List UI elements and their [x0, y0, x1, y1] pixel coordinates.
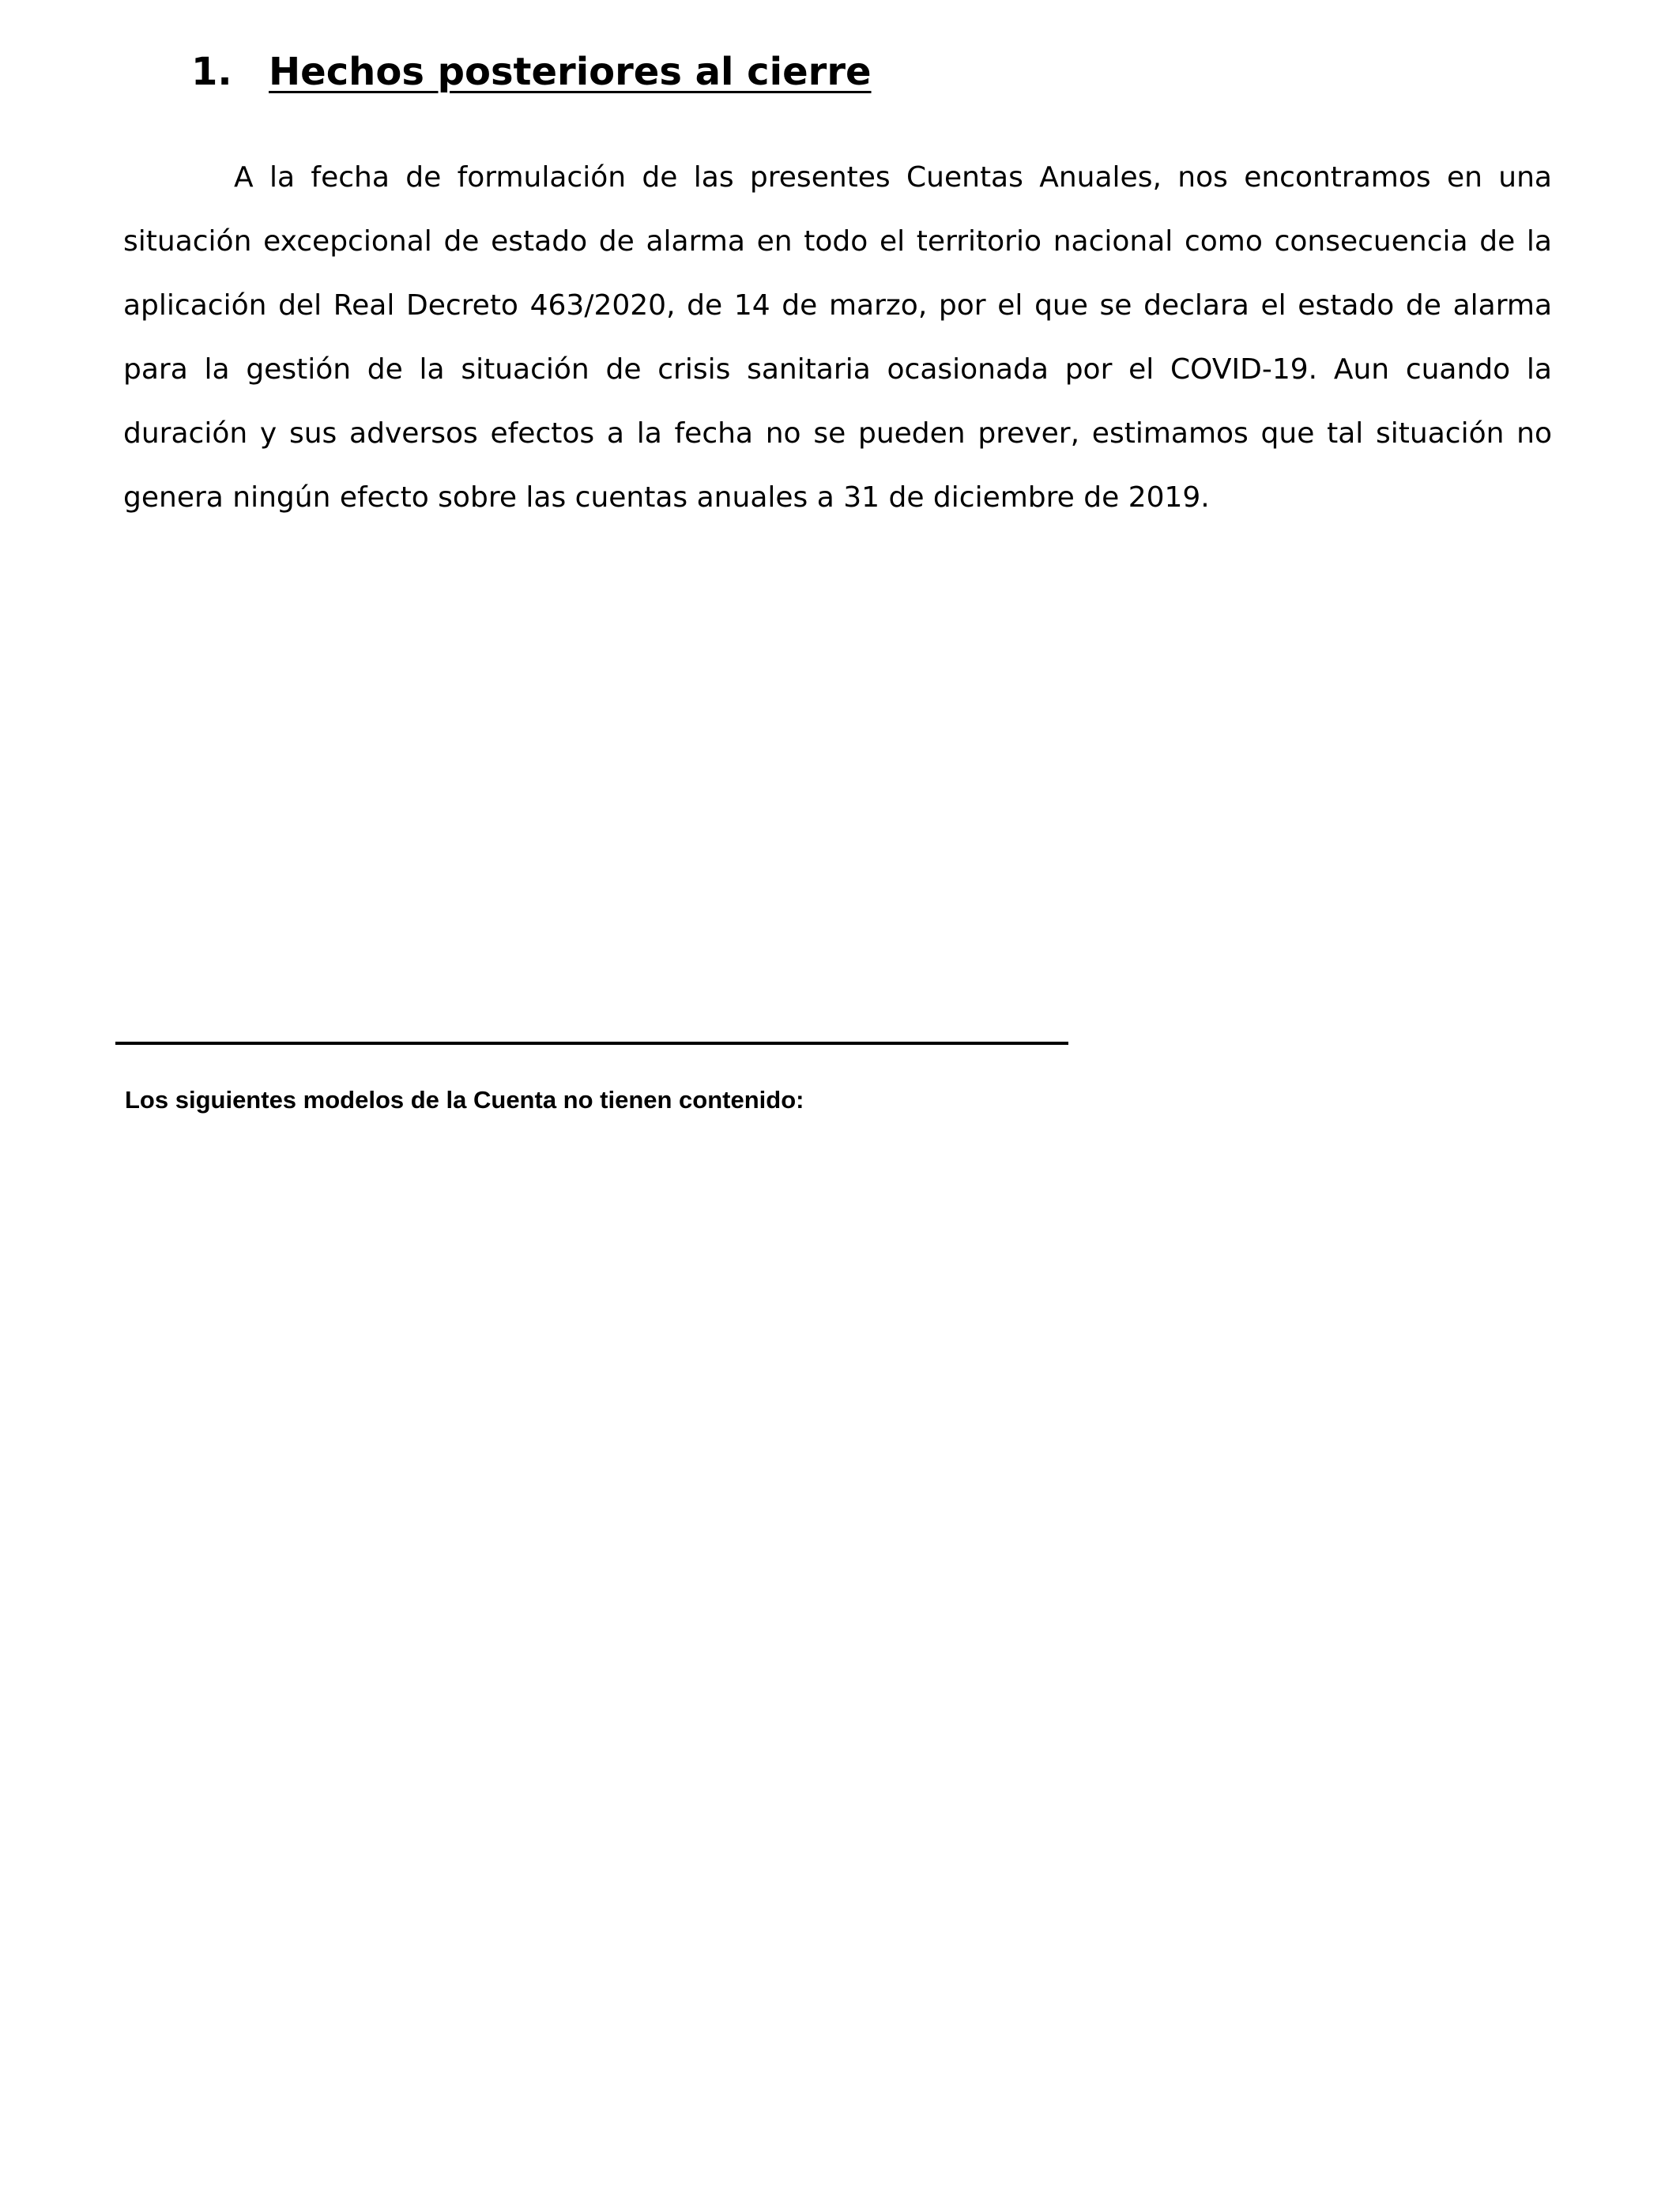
section-heading: [191, 44, 872, 100]
section-title: Hechos posteriores al cierre: [269, 50, 872, 94]
footnote-text: Los siguientes modelos de la Cuenta no tienen contenido:: [125, 1086, 804, 1114]
section-number: 1.: [191, 50, 232, 94]
body-paragraph: A la fecha de formulación de las presentes Cuentas Anuales, nos encontramos en una situación excepcional de estado de alarma en todo el territorio nacional como consecuencia de la aplicación del Real Decreto 463/2020, de 14 de marzo, por el que se declara el estado de alarma para la gestión de la situación de crisis sanitaria ocasionada por el COVID-19. Aun cuando la duración y sus adversos efectos a la fecha no se pueden prever, estimamos que tal situación no genera ningún efecto sobre las cuentas anuales a 31 de diciembre de 2019.: [123, 161, 1552, 514]
separator-line: [115, 1042, 1068, 1045]
